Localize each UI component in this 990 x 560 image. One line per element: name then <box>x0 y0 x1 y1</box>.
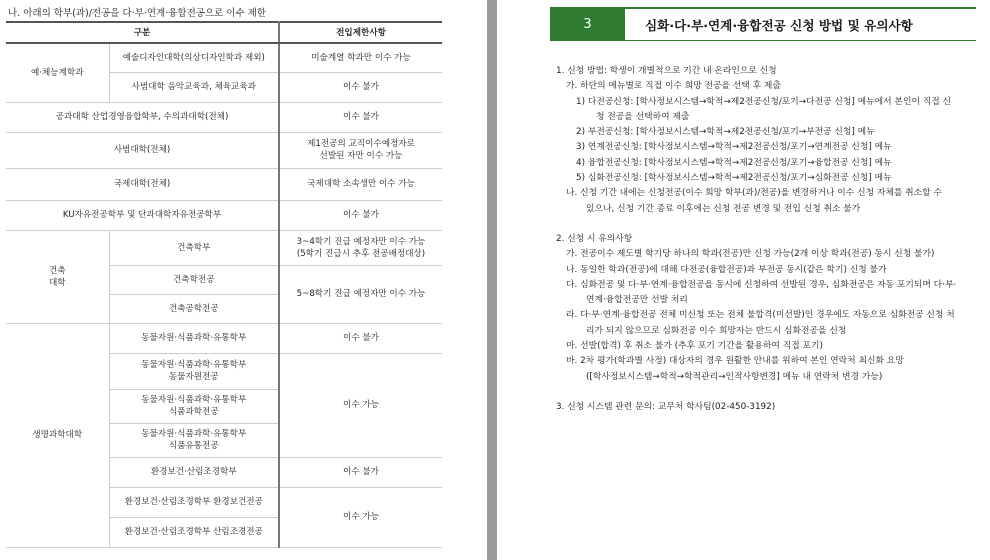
rule-cell: 이수 불가 <box>279 323 442 353</box>
restriction-table <box>6 21 442 548</box>
body-line: 5) 심화전공신청: [학사정보시스템→학적→제2전공신청/포기→심화전공 신청] 메뉴 <box>576 173 892 184</box>
rule-cell: 5~8학기 진급 예정자만 이수 가능 <box>279 265 442 323</box>
spacer <box>556 217 984 232</box>
table-row <box>6 230 442 265</box>
body-line: 마. 선발(합격) 후 취소 불가 (추후 포기 기간을 활용하여 직접 포기) <box>566 341 823 352</box>
rule-cell: 이수 불가 <box>279 457 442 487</box>
section-body <box>556 64 984 415</box>
body-line: 청 전공을 선택하여 제출 <box>596 111 690 122</box>
body-line: 리가 되지 않으므로 심화전공 이수 희망자는 반드시 심화전공을 신청 <box>586 325 847 336</box>
table-row <box>6 200 442 230</box>
body-line: 있으나, 신청 기간 종료 이후에는 신청 전공 변경 및 전입 신청 취소 불가 <box>586 203 861 214</box>
rule-cell: 3~4학기 진급 예정자만 이수 가능 (5학기 진급시 추후 전공배정대상) <box>279 230 442 265</box>
unit-cell: 건축공학전공 <box>109 294 279 323</box>
body-line: 나. 동일한 학과(전공)에 대해 다전공(융합전공)과 부전공 동시(같은 학기) 신청 불가 <box>566 264 887 275</box>
table-row <box>6 168 442 200</box>
table-row <box>6 323 442 353</box>
section-title: 심화·다·부·연계·융합전공 신청 방법 및 유의사항 <box>645 18 913 33</box>
section-number: 3 <box>550 9 625 40</box>
body-line: ([학사정보시스템→학적→학적관리→인적사항변경] 메뉴 내 연락처 변경 가능) <box>586 371 883 382</box>
rule-cell: 이수 가능 <box>279 353 442 457</box>
unit-cell: 환경보건·산림조경학부 산림조경전공 <box>109 517 279 547</box>
body-line: 나. 신청 기간 내에는 신청전공(이수 희망 학부(과)/전공)을 변경하거나 이수 신청 자체를 취소할 수 <box>566 188 942 199</box>
rule-cell: 국제대학 소속생만 이수 가능 <box>279 168 442 200</box>
unit-cell: KU자유전공학부 및 단과대학자유전공학부 <box>6 200 279 230</box>
body-line: 4) 융합전공신청: [학사정보시스템→학적→제2전공신청/포기→융합전공 신청] 메뉴 <box>576 157 892 168</box>
unit-cell: 동물자원·식품과학·유통학부 <box>109 323 279 353</box>
unit-cell: 환경보건·산림조경학부 환경보건전공 <box>109 487 279 517</box>
table-header-row <box>6 22 442 43</box>
body-line: 라. 다·부·연계·융합전공 전체 미신청 또는 전체 불합격(미선발)인 경우에도 자동으로 심화전공 신청 처 <box>566 310 955 321</box>
left-page <box>0 0 487 560</box>
unit-cell: 공과대학 산업경영융합학부, 수의과대학(전체) <box>6 102 279 132</box>
body-line: 2. 신청 시 유의사항 <box>556 233 633 244</box>
unit-cell: 동물자원·식품과학·유통학부 동물자원전공 <box>109 353 279 389</box>
table-row <box>6 102 442 132</box>
body-line: 가. 하단의 메뉴별로 직접 이수 희망 전공을 선택 후 제출 <box>566 81 781 92</box>
table-row <box>6 132 442 168</box>
unit-cell: 동물자원·식품과학·유통학부 식품과학전공 <box>109 389 279 423</box>
section-header <box>550 7 976 41</box>
rule-cell: 미술계열 학과만 이수 가능 <box>279 43 442 72</box>
body-line: 3) 연계전공신청: [학사정보시스템→학적→제2전공신청/포기→연계전공 신청] 메뉴 <box>576 142 892 153</box>
body-line: 가. 전공이수 제도별 학기당 하나의 학과(전공)만 신청 가능(2개 이상 학과(전공) 동시 신청 불가) <box>566 249 935 260</box>
body-line: 1. 신청 방법: 학생이 개별적으로 기간 내 온라인으로 신청 <box>556 66 777 76</box>
body-line: 2) 부전공신청: [학사정보시스템→학적→제2전공신청/포기→부전공 신청] 메뉴 <box>576 127 875 138</box>
unit-cell: 건축학부 <box>109 230 279 265</box>
body-line: 연계·융합전공만 선발 처리 <box>586 295 688 306</box>
unit-cell: 동물자원·식품과학·유통학부 식품유통전공 <box>109 423 279 457</box>
group-label: 건축 대학 <box>6 230 109 323</box>
right-page <box>497 0 990 560</box>
header-category: 구분 <box>6 22 279 43</box>
unit-cell: 사범대학 음악교육과, 체육교육과 <box>109 72 279 102</box>
header-restriction: 전입제한사항 <box>279 22 442 43</box>
table-row <box>6 43 442 72</box>
unit-cell: 국제대학(전체) <box>6 168 279 200</box>
table-caption: 나. 아래의 학부(과)/전공을 다·부·연계·융합전공으로 이수 제한 <box>8 8 267 19</box>
body-line: 3. 신청 시스템 관련 문의: 교무처 학사팀(02-450-3192) <box>556 401 776 412</box>
unit-cell: 사범대학(전체) <box>6 132 279 168</box>
body-line: 바. 2차 평가(학과별 사정) 대상자의 경우 원활한 안내를 위하여 본인 연락처 최신화 요망 <box>566 356 904 367</box>
body-line: 1) 다전공신청: [학사정보시스템→학적→제2전공신청/포기→다전공 신청] 메뉴에서 본인이 직접 신 <box>576 96 952 107</box>
spacer <box>556 385 984 400</box>
group-label: 예·체능계학과 <box>6 43 109 102</box>
rule-cell: 이수 불가 <box>279 72 442 102</box>
unit-cell: 예술디자인대학(의상디자인학과 제외) <box>109 43 279 72</box>
rule-cell: 제1전공의 교직이수예정자로 선발된 자만 이수 가능 <box>279 132 442 168</box>
rule-cell: 이수 가능 <box>279 487 442 547</box>
unit-cell: 환경보건·산림조경학부 <box>109 457 279 487</box>
unit-cell: 건축학전공 <box>109 265 279 294</box>
rule-cell: 이수 불가 <box>279 102 442 132</box>
rule-cell: 이수 불가 <box>279 200 442 230</box>
group-label: 생명과학대학 <box>6 323 109 547</box>
body-line: 다. 심화전공 및 다·부·연계·융합전공을 동시에 신청하여 선발된 경우, 심화전공은 자동 포기되며 다·부· <box>566 279 957 290</box>
